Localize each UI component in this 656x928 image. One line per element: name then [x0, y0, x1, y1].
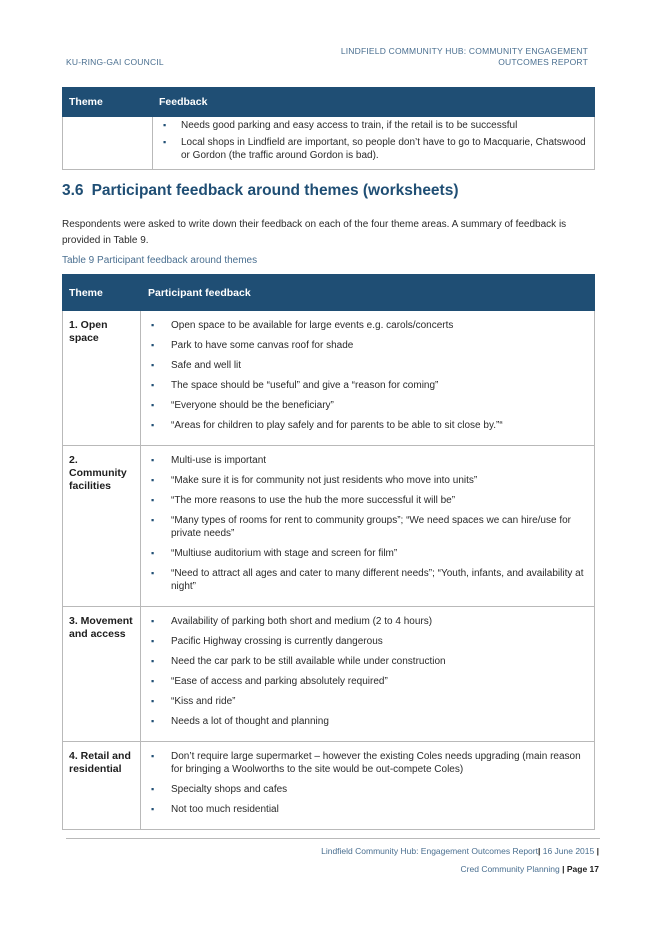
list-item: ▪ “The more reasons to use the hub the more successful it will be” [147, 494, 588, 507]
list-item: ▪ Don’t require large supermarket – however the existing Coles needs upgrading (main reason for bringing a Woolworths to the site would be out-compete Coles) [147, 750, 588, 776]
column-header-theme: Theme [63, 275, 141, 311]
section-paragraph: Respondents were asked to write down their feedback on each of the four theme areas. A summary of feedback is provided in Table 9. [62, 219, 567, 246]
table-row [63, 742, 595, 830]
list-item: ▪ Open space to be available for large events e.g. carols/concerts [147, 319, 588, 332]
page-number: Page 17 [566, 864, 599, 874]
feedback-cell [153, 117, 595, 170]
list-item: ▪ “Areas for children to play safely and for parents to be able to sit close by.”“ [147, 419, 588, 432]
footer-separator: | [559, 864, 567, 874]
theme-cell [63, 117, 153, 170]
list-item: ▪ “Kiss and ride” [147, 695, 588, 708]
footer-divider [66, 838, 600, 839]
column-header-feedback: Feedback [153, 88, 595, 117]
list-item: ▪ The space should be “useful” and give a “reason for coming” [147, 379, 588, 392]
feedback-cell [141, 742, 595, 830]
header-report-title-line1: LINDFIELD COMMUNITY HUB: COMMUNITY ENGAGEMENT [340, 46, 588, 56]
list-item: ▪ “Make sure it is for community not just residents who move into units” [147, 474, 588, 487]
footer-separator: | [537, 846, 543, 856]
list-item: ▪ “Ease of access and parking absolutely required” [147, 675, 588, 688]
footer-organisation: Cred Community Planning [460, 864, 560, 874]
feedback-list [147, 750, 588, 816]
list-item: ▪ Safe and well lit [147, 359, 588, 372]
column-header-participant-feedback: Participant feedback [141, 275, 595, 311]
footer-date: 16 June 2015 [542, 846, 595, 856]
feedback-cell [141, 311, 595, 446]
footer-report-line [321, 846, 599, 856]
feedback-list [159, 119, 588, 162]
footer-page-line [461, 864, 599, 874]
theme-movement-and-access: 3. Movement and access [63, 607, 141, 742]
theme-open-space: 1. Open space [63, 311, 141, 446]
list-item: ▪ “Need to attract all ages and cater to many different needs”; “Youth, infants, and availability at night” [147, 567, 588, 593]
list-item: ▪ Multi-use is important [147, 454, 588, 467]
list-item: ▪ Specialty shops and cafes [147, 783, 588, 796]
column-header-theme: Theme [63, 88, 153, 117]
list-item: ▪ Park to have some canvas roof for shade [147, 339, 588, 352]
table-row [63, 607, 595, 742]
footer-report-title: Lindfield Community Hub: Engagement Outcomes Report [321, 846, 538, 856]
header-report-title [341, 46, 588, 68]
list-item: ▪ Local shops in Lindfield are important, so people don’t have to go to Macquarie, Chatswood or Gordon (the traffic around Gordon is bad). [159, 136, 588, 162]
feedback-list [147, 319, 588, 432]
list-item: ▪ Availability of parking both short and medium (2 to 4 hours) [147, 615, 588, 628]
list-item: ▪ “Many types of rooms for rent to community groups”; “We need spaces we can hire/use for private needs” [147, 514, 588, 540]
section-heading [62, 182, 459, 200]
list-item: ▪ Need the car park to be still available while under construction [147, 655, 588, 668]
table-row [63, 311, 595, 446]
participant-feedback-table [62, 274, 595, 830]
section-title: Participant feedback around themes (worksheets) [91, 182, 459, 199]
list-item: ▪ “Everyone should be the beneficiary” [147, 399, 588, 412]
section-number: 3.6 [62, 182, 84, 199]
list-item: ▪ Pacific Highway crossing is currently dangerous [147, 635, 588, 648]
table-row [63, 117, 595, 170]
table-caption: Table 9 Participant feedback around themes [62, 255, 258, 266]
feedback-cell [141, 607, 595, 742]
table-row [63, 446, 595, 607]
table-header-row [63, 275, 595, 311]
list-item: ▪ Not too much residential [147, 803, 588, 816]
feedback-list [147, 454, 588, 593]
footer-separator: | [594, 846, 599, 856]
list-item: ▪ Needs a lot of thought and planning [147, 715, 588, 728]
header-report-title-line2: OUTCOMES REPORT [498, 57, 588, 67]
theme-retail-and-residential: 4. Retail and residential [63, 742, 141, 830]
feedback-cell [141, 446, 595, 607]
list-item: ▪ “Multiuse auditorium with stage and screen for film” [147, 547, 588, 560]
theme-community-facilities: 2. Community facilities [63, 446, 141, 607]
table-header-row [63, 88, 595, 117]
feedback-list [147, 615, 588, 728]
continued-feedback-table [62, 87, 595, 170]
header-organisation: KU-RING-GAI COUNCIL [66, 57, 164, 67]
list-item: ▪ Needs good parking and easy access to train, if the retail is to be successful [159, 119, 588, 132]
